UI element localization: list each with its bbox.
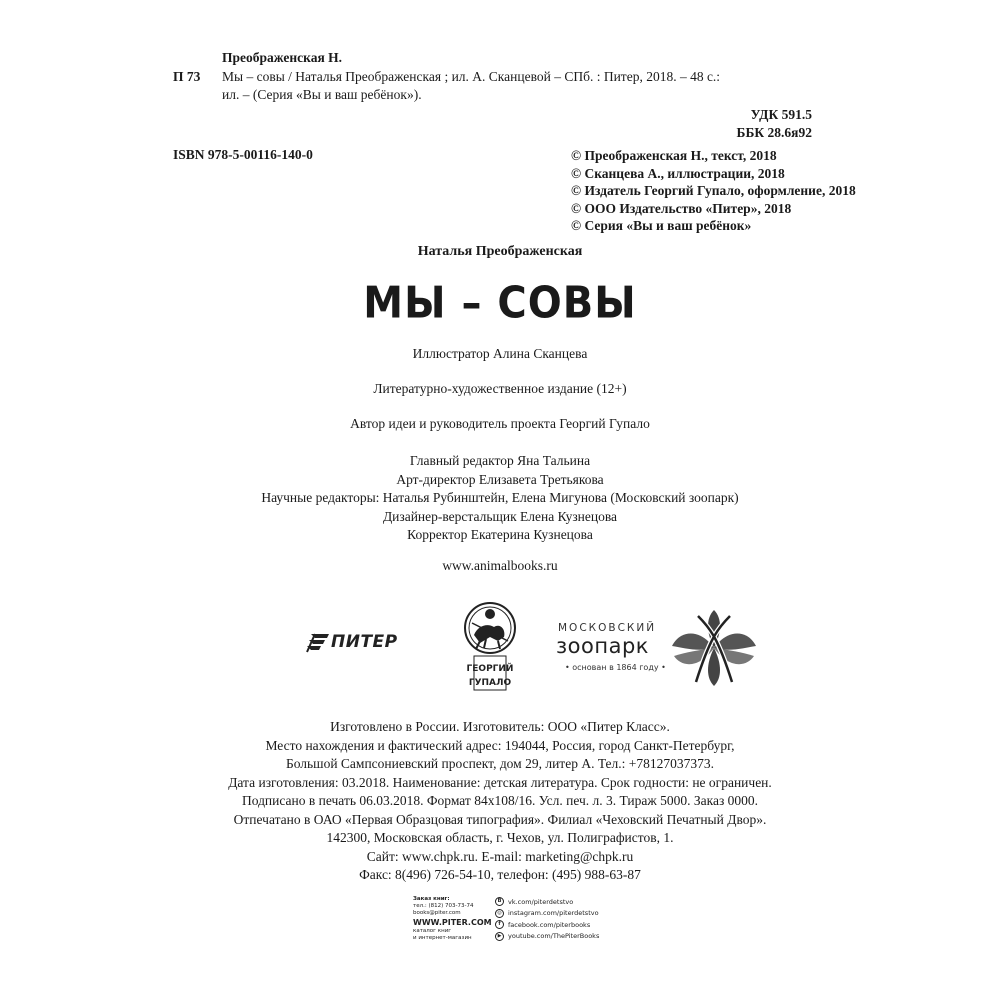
copyright-list (571, 147, 856, 235)
credit-line: Корректор Екатерина Кузнецова (407, 527, 593, 542)
social-link-text: facebook.com/piterbooks (508, 920, 591, 929)
bib-code: П 73 (173, 69, 201, 84)
book-title: МЫ – СОВЫ (363, 277, 637, 329)
imprint-line: Большой Сампсониевский проспект, дом 29, литер А. Тел.: +78127037373. (285, 756, 715, 771)
svg-text:ГУПАЛО: ГУПАЛО (468, 678, 512, 688)
imprint-line: Подписано в печать 06.03.2018. Формат 84х108/16. Усл. печ. л. 3. Тираж 5000. Заказ 0000. (241, 793, 759, 808)
bbk-code: ББК 28.6я92 (736, 125, 812, 140)
order-contacts (413, 896, 492, 942)
order-label: Заказ книг: (413, 896, 450, 902)
instagram-icon: ◎ (495, 909, 504, 918)
catalog-line: и интернет-магазин (413, 935, 472, 941)
copyright-line: © Преображенская Н., текст, 2018 (571, 148, 777, 163)
credit-line: Главный редактор Яна Тальина (409, 453, 591, 468)
credit-line: Научные редакторы: Наталья Рубинштейн, Елена Мигунова (Московский зоопарк) (261, 490, 739, 505)
website-link[interactable]: www.animalbooks.ru (442, 558, 558, 573)
classification-codes (737, 106, 812, 142)
imprint-line: 142300, Московская область, г. Чехов, ул. Полиграфистов, 1. (326, 830, 674, 845)
imprint-line: Сайт: www.chpk.ru. E-mail: marketing@chpk.ru (366, 848, 634, 864)
social-link-facebook[interactable] (495, 919, 599, 931)
credit-line: Дизайнер-верстальщик Елена Кузнецова (382, 508, 618, 524)
imprint-line: Дата изготовления: 03.2018. Наименование: детская литература. Срок годности: не ограничен. (228, 774, 772, 790)
gupalo-publisher-logo (460, 601, 520, 691)
book-author: Наталья Преображенская (417, 244, 583, 259)
zoo-logo-subtitle: • основан в 1864 году • (565, 663, 666, 672)
social-link-text: youtube.com/ThePiterBooks (508, 932, 600, 941)
catalog-line: каталог книг (413, 928, 452, 934)
social-link-instagram[interactable] (495, 908, 599, 920)
vk-icon: B (495, 897, 504, 906)
genre-line: Литературно-художественное издание (12+) (373, 381, 627, 396)
bib-description-line2: ил. – (Серия «Вы и ваш ребёнок»). (222, 87, 422, 102)
bib-description-line1: Мы – совы / Наталья Преображенская ; ил. А. Сканцевой – СПб. : Питер, 2018. – 48 с.: (222, 69, 721, 84)
bib-author: Преображенская Н. (222, 50, 343, 65)
imprint-line: Факс: 8(496) 726-54-10, телефон: (495) 988-63-87 (359, 867, 641, 882)
piter-site-link[interactable]: WWW.PITER.COM (413, 918, 492, 927)
moscow-zoo-logo (556, 608, 761, 688)
social-link-text: instagram.com/piterdetstvo (508, 909, 599, 918)
social-link-text: vk.com/piterdetstvo (508, 897, 574, 906)
imprint-line: Место нахождения и фактический адрес: 194044, Россия, город Санкт-Петербург, (265, 737, 735, 753)
piter-logo-text: ПИТЕР (331, 632, 398, 652)
piter-mark-icon (305, 631, 331, 655)
piter-logo (305, 631, 411, 655)
zoo-logo-top: МОСКОВСКИЙ (558, 622, 657, 634)
social-link-youtube[interactable] (495, 931, 599, 943)
editorial-credits (0, 452, 1000, 545)
credit-line: Арт-директор Елизавета Третьякова (396, 471, 604, 487)
isbn: ISBN 978-5-00116-140-0 (173, 147, 313, 162)
copyright-line: © ООО Издательство «Питер», 2018 (571, 200, 792, 216)
social-link-vk[interactable] (495, 896, 599, 908)
zoo-leaves-emblem-icon (670, 608, 758, 688)
facebook-icon: f (495, 920, 504, 929)
illustrator-credit: Иллюстратор Алина Сканцева (412, 346, 588, 361)
st-george-emblem-icon (460, 601, 520, 691)
imprint-block (0, 718, 1000, 885)
project-lead-credit: Автор идеи и руководитель проекта Георгий Гупало (350, 416, 650, 431)
copyright-line: © Серия «Вы и ваш ребёнок» (571, 218, 752, 233)
copyright-line: © Издатель Георгий Гупало, оформление, 2018 (571, 183, 856, 198)
youtube-icon: ▶ (495, 932, 504, 941)
imprint-line: Изготовлено в России. Изготовитель: ООО «Питер Класс». (330, 719, 670, 734)
social-links (495, 896, 599, 942)
imprint-line: Отпечатано в ОАО «Первая Образцовая типография». Филиал «Чеховский Печатный Двор». (233, 811, 767, 827)
svg-text:ГЕОРГИЙ: ГЕОРГИЙ (466, 664, 514, 674)
order-email[interactable]: books@piter.com (413, 910, 461, 916)
udk-code: УДК 591.5 (750, 107, 812, 122)
zoo-logo-main: зоопарк (556, 634, 649, 658)
copyright-line: © Сканцева А., иллюстрации, 2018 (571, 165, 785, 181)
order-phone: тел.: (812) 703-73-74 (413, 903, 474, 909)
